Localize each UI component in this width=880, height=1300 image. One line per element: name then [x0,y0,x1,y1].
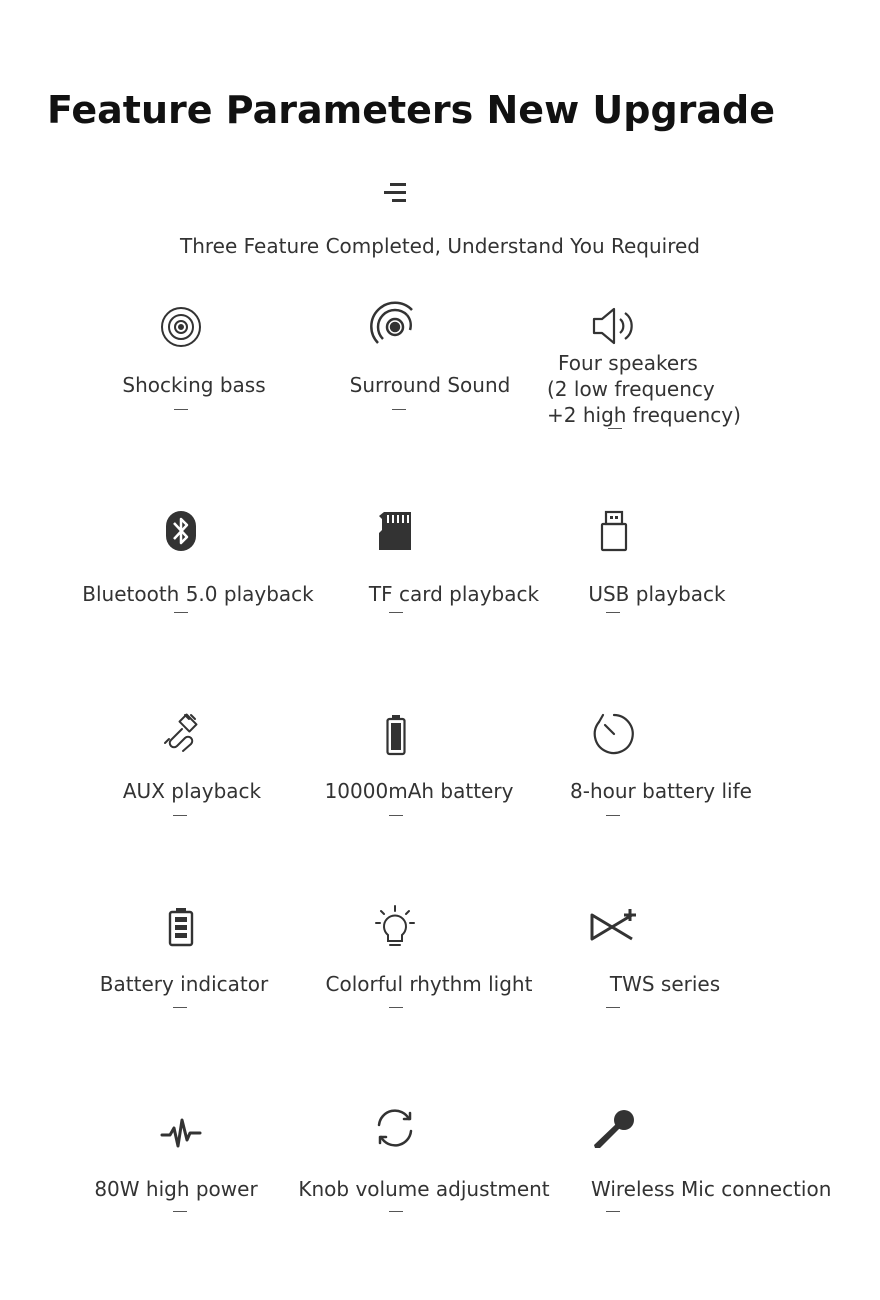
page-subtitle: Three Feature Completed, Understand You Required [180,234,700,258]
feature-divider [173,815,187,816]
feature-divider [608,428,622,429]
surround-sound-icon [372,306,418,348]
feature-label-four-speakers-line2: (2 low frequency [547,377,715,401]
page-title: Feature Parameters New Upgrade [46,88,776,132]
menu-lines-icon [384,182,408,204]
feature-divider [392,409,406,410]
feature-divider [606,612,620,613]
feature-label-wireless-mic: Wireless Mic connection [591,1177,832,1201]
bluetooth-icon [165,510,197,552]
timer-icon [593,713,635,755]
rotate-knob-icon [374,1107,416,1149]
feature-divider [606,1007,620,1008]
feature-label-battery-indicator: Battery indicator [99,972,269,996]
feature-divider [174,612,188,613]
feature-divider [389,1007,403,1008]
feature-label-tws: TWS series [609,972,721,996]
feature-divider [174,409,188,410]
feature-label-four-speakers-line1: Four speakers [558,351,698,375]
feature-label-knob-volume: Knob volume adjustment [298,1177,550,1201]
feature-label-usb: USB playback [588,582,726,606]
feature-divider [606,815,620,816]
feature-label-battery: 10000mAh battery [324,779,514,803]
light-bulb-icon [374,905,416,947]
feature-label-tf-card: TF card playback [368,582,540,606]
pulse-wave-icon [160,1118,202,1152]
feature-label-aux: AUX playback [122,779,262,803]
feature-divider [173,1211,187,1212]
speaker-volume-icon [592,306,636,346]
feature-label-shocking-bass: Shocking bass [122,373,266,397]
feature-label-high-power: 80W high power [94,1177,258,1201]
microphone-icon [592,1108,636,1150]
feature-divider [606,1211,620,1212]
sd-card-icon [378,511,412,551]
feature-label-surround-sound: Surround Sound [349,373,511,397]
battery-indicator-icon [168,907,194,947]
feature-divider [389,1211,403,1212]
feature-divider [389,612,403,613]
feature-label-four-speakers-line3: +2 high frequency) [547,403,741,427]
feature-label-battery-life: 8-hour battery life [570,779,752,803]
feature-divider [173,1007,187,1008]
feature-label-bluetooth: Bluetooth 5.0 playback [82,582,314,606]
tws-link-icon [590,907,638,947]
feature-label-rhythm-light: Colorful rhythm light [325,972,533,996]
battery-icon [386,714,406,756]
usb-drive-icon [600,510,628,552]
feature-divider [389,815,403,816]
aux-cable-icon [163,713,199,753]
bass-target-icon [160,306,202,348]
